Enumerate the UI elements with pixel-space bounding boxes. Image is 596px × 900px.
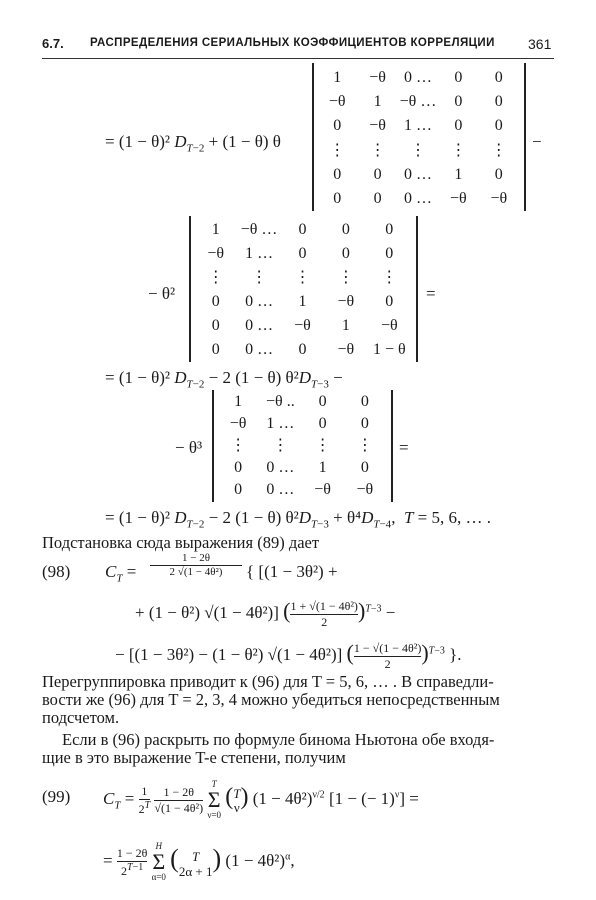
matrix-cell: 0 bbox=[385, 245, 394, 262]
matrix-cell: −θ … bbox=[240, 221, 278, 238]
matrix-cell: 0 bbox=[454, 69, 463, 86]
matrix-cell: −θ bbox=[229, 415, 247, 432]
matrix-cell: −θ bbox=[369, 117, 386, 135]
matrix-cell: 0 bbox=[454, 93, 463, 111]
matrix-cell: 0 bbox=[494, 69, 503, 86]
matrix-cell: −θ bbox=[337, 341, 355, 358]
paragraph-regroup-line-1: Перегруппировка приводит к (96) для T = 5, 6, … . В справедли- bbox=[42, 672, 494, 691]
matrix-cell: 0 … bbox=[245, 293, 274, 310]
equation-98-line-1: { [(1 − 3θ²) + bbox=[246, 562, 338, 581]
theta-cubed-prefix: − θ³ bbox=[175, 438, 203, 457]
matrix-cell: ⋮ bbox=[369, 141, 386, 159]
matrix-cell: 1 bbox=[333, 69, 342, 86]
matrix-cell: −θ .. bbox=[266, 393, 295, 410]
matrix-cell: ⋮ bbox=[294, 269, 311, 286]
equation-98-line-3: − [(1 − 3θ²) − (1 − θ²) √(1 − 4θ²)] ( $\frac{\text{1 − √(1 − 4θ²)}}{2}$ )$^{T-3}$ }. bbox=[115, 640, 462, 671]
matrix-cell: ⋮ bbox=[381, 269, 398, 286]
matrix-cell: ⋮ bbox=[329, 141, 346, 159]
equals-sign-4: = bbox=[399, 438, 409, 457]
matrix-cell: 1 bbox=[234, 393, 243, 410]
matrix-cell: ⋮ bbox=[272, 437, 289, 454]
running-title: РАСПРЕДЕЛЕНИЯ СЕРИАЛЬНЫХ КОЭФФИЦИЕНТОВ КОРРЕЛЯЦИИ bbox=[90, 37, 495, 49]
matrix-cell: 0 bbox=[298, 221, 307, 238]
matrix-cell: 0 bbox=[494, 93, 503, 111]
equation-line-1-text: = (1 − θ)² $D_{T-2} + (1 - \theta)$ θ bbox=[105, 132, 281, 155]
matrix-cell: ⋮ bbox=[207, 269, 224, 286]
matrix-cell: 0 bbox=[234, 459, 243, 476]
matrix-cell: 0 bbox=[360, 415, 369, 432]
matrix-cell: 0 bbox=[373, 189, 382, 207]
matrix-cell: −θ bbox=[294, 317, 311, 334]
matrix-cell: ⋮ bbox=[409, 141, 426, 159]
matrix-cell: −θ bbox=[369, 69, 386, 86]
equation-line-3: = (1 − θ)² $D_{T-2} - 2$ (1 − θ) $\theta^2D_{T-3}$ − bbox=[105, 368, 343, 391]
matrix-cell: 0 … bbox=[403, 189, 432, 207]
equation-99-line-1: $C_T$ = $\frac{1}{2^T}$ $\frac{1 - 2\theta}{\text{√(1 − 4θ²)}}$ T Σ ν=0 ( T ν ) $(1 - 4\theta^2)^{\nu/2}$ [1 − (− 1)$^\nu$] = bbox=[103, 779, 419, 820]
matrix-2 bbox=[189, 218, 416, 362]
matrix-cell: −θ … bbox=[399, 93, 437, 111]
matrix-cell: 0 bbox=[333, 165, 342, 183]
paragraph-regroup-line-3: подсчетом. bbox=[42, 708, 120, 727]
matrix-cell: 0 … bbox=[403, 69, 432, 86]
paragraph-regroup-line-2: вости же (96) для T = 2, 3, 4 можно убедиться непосредственным bbox=[42, 690, 500, 709]
matrix-cell: 0 bbox=[360, 393, 369, 410]
matrix-cell: −θ bbox=[356, 481, 374, 498]
matrix-cell: 0 … bbox=[266, 459, 295, 476]
matrix-3-right-bar bbox=[391, 390, 393, 502]
matrix-cell: 1 bbox=[318, 459, 327, 476]
equation-98-frac: 1 − 2θ 2 √(1 − 4θ²) bbox=[150, 552, 242, 578]
matrix-cell: 0 bbox=[360, 459, 369, 476]
matrix-cell: 0 bbox=[385, 293, 394, 310]
matrix-cell: 0 bbox=[318, 393, 327, 410]
matrix-cell: 0 bbox=[494, 165, 503, 183]
header-rule bbox=[42, 58, 554, 59]
matrix-cell: 0 … bbox=[403, 165, 432, 183]
matrix-cell: ⋮ bbox=[314, 437, 331, 454]
matrix-3 bbox=[212, 391, 391, 501]
matrix-cell: 0 … bbox=[266, 481, 295, 498]
matrix-cell: 0 bbox=[341, 245, 350, 262]
matrix-1 bbox=[312, 66, 524, 211]
matrix-cell: −θ bbox=[450, 189, 467, 207]
matrix-cell: 0 … bbox=[245, 317, 274, 334]
matrix-cell: 1 bbox=[341, 317, 350, 334]
equation-99-label: (99) bbox=[42, 787, 71, 806]
equation-98-label: (98) bbox=[42, 562, 71, 581]
equation-99-line-2: = $\frac{1 - 2\theta}{2^{T-1}}$ H Σ α=0 ( T 2α + 1 ) $(1 - 4\theta^2)^\alpha$, bbox=[103, 841, 295, 882]
matrix-cell: 0 bbox=[385, 221, 394, 238]
equation-line-1 bbox=[105, 132, 281, 154]
matrix-cell: ⋮ bbox=[251, 269, 268, 286]
minus-sign: − bbox=[532, 132, 542, 151]
matrix-cell: −θ bbox=[207, 245, 225, 262]
matrix-cell: 1 bbox=[211, 221, 220, 238]
paragraph-binomial-line-2: щие в это выражение T-е степени, получим bbox=[42, 748, 346, 767]
matrix-cell: 0 bbox=[494, 117, 503, 135]
matrix-cell: 0 bbox=[318, 415, 327, 432]
matrix-cell: 0 bbox=[211, 341, 220, 358]
equation-98-lhs: $C_T$ = bbox=[105, 562, 137, 585]
equation-98-line-2: + (1 − θ²) √(1 − 4θ²)] ( $\frac{\text{1 + √(1 − 4θ²)}}{2}$ )$^{T-3}$ − bbox=[135, 598, 396, 629]
matrix-cell: 0 bbox=[373, 165, 382, 183]
matrix-cell: 1 bbox=[454, 165, 463, 183]
matrix-cell: 0 bbox=[298, 341, 307, 358]
matrix-cell: 0 … bbox=[245, 341, 274, 358]
matrix-cell: 0 bbox=[211, 317, 220, 334]
matrix-cell: 0 bbox=[333, 189, 342, 207]
paragraph-substitution: Подстановка сюда выражения (89) дает bbox=[42, 533, 320, 552]
matrix-cell: 1 … bbox=[403, 117, 432, 135]
page-number: 361 bbox=[528, 36, 552, 52]
matrix-cell: ⋮ bbox=[230, 437, 247, 454]
matrix-cell: −θ bbox=[337, 293, 355, 310]
matrix-cell: 1 bbox=[373, 93, 382, 111]
theta-squared-prefix: − θ² bbox=[148, 284, 176, 303]
matrix-cell: 1 … bbox=[245, 245, 274, 262]
matrix-cell: −θ bbox=[380, 317, 398, 334]
matrix-cell: −θ bbox=[328, 93, 346, 111]
matrix-cell: 1 … bbox=[266, 415, 295, 432]
matrix-cell: ⋮ bbox=[337, 269, 354, 286]
matrix-cell: ⋮ bbox=[490, 141, 507, 159]
matrix-cell: 0 bbox=[298, 245, 307, 262]
equals-sign-2: = bbox=[426, 284, 436, 303]
matrix-cell: 0 bbox=[341, 221, 350, 238]
matrix-cell: ⋮ bbox=[450, 141, 467, 159]
matrix-cell: 1 − θ bbox=[372, 341, 406, 358]
matrix-cell: 0 bbox=[454, 117, 463, 135]
matrix-2-right-bar bbox=[416, 216, 418, 362]
section-number: 6.7. bbox=[42, 36, 64, 51]
matrix-cell: −θ bbox=[314, 481, 331, 498]
matrix-1-right-bar bbox=[524, 63, 526, 211]
equation-final-line: = (1 − θ)² $D_{T-2} - 2$ (1 − θ) $\theta^2D_{T-3} + \theta^4D_{T-4}$, T = 5, 6, … . bbox=[105, 508, 491, 531]
matrix-cell: ⋮ bbox=[356, 437, 373, 454]
matrix-cell: −θ bbox=[490, 189, 508, 207]
matrix-cell: 1 bbox=[298, 293, 307, 310]
matrix-cell: 0 bbox=[211, 293, 220, 310]
paragraph-binomial-line-1: Если в (96) раскрыть по формуле бинома Ньютона обе входя- bbox=[62, 730, 495, 749]
matrix-cell: 0 bbox=[234, 481, 243, 498]
matrix-cell: 0 bbox=[333, 117, 342, 135]
